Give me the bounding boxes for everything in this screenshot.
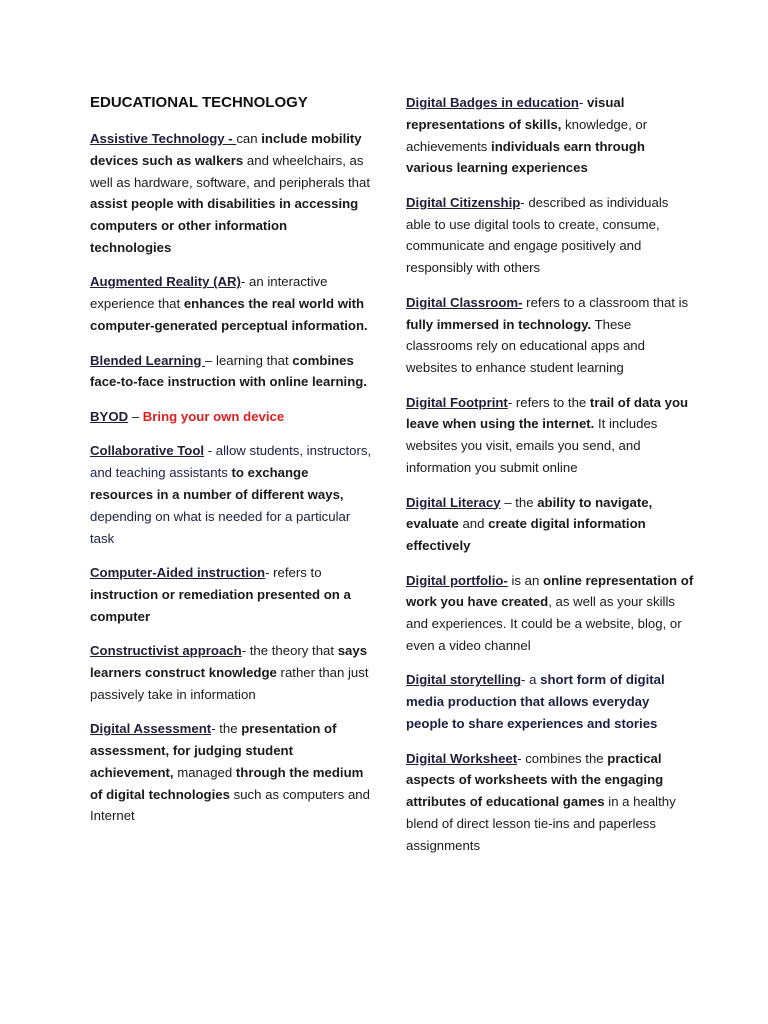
right-entries	[406, 92, 694, 857]
entry-digital-citizenship	[406, 192, 694, 279]
entry-text: says learners construct knowledge	[90, 643, 368, 680]
entry-text: Bring your own device	[142, 408, 285, 424]
entry-term: Digital Literacy	[406, 494, 501, 510]
entry-text: practical aspects of worksheets with the engaging attributes of educational games	[406, 750, 664, 810]
entry-term: Assistive Technology -	[90, 131, 237, 146]
entry-term: Augmented Reality (AR)	[90, 274, 241, 290]
entry-text: combines face-to-face instruction with online learning.	[90, 352, 367, 390]
entry-text: - allow students, instructors, and teaching assistants	[90, 443, 372, 481]
entry-text: refers to a classroom that is	[522, 294, 689, 310]
entry-text: These classrooms rely on educational apps and websites to enhance student learning	[406, 316, 645, 376]
entry-term: Digital Badges in education	[406, 95, 579, 110]
entry-text: through the medium of digital technologies	[90, 764, 364, 802]
entry-digital-literacy	[406, 492, 694, 557]
entry-term: Digital Citizenship	[406, 194, 521, 210]
entry-digital-footprint	[406, 392, 694, 479]
entry-term: BYOD	[90, 408, 129, 424]
entry-text: to exchange resources in a number of different ways,	[90, 465, 344, 502]
entry-collaborative-tool	[90, 440, 372, 549]
entry-text: instruction or remediation presented on a computer	[90, 586, 351, 624]
entry-byod	[90, 406, 372, 428]
entry-digital-worksheet	[406, 748, 694, 857]
entry-computer-aided-instruction	[90, 562, 372, 627]
entry-text: – the	[500, 494, 538, 510]
entry-blended-learning	[90, 350, 372, 394]
entry-digital-classroom	[406, 292, 694, 379]
entry-text: trail of data you leave when using the internet.	[406, 394, 689, 432]
entry-text: -	[578, 95, 587, 110]
entry-text: - an interactive experience that	[90, 274, 328, 312]
entry-constructivist-approach	[90, 640, 372, 705]
entry-text: - the	[211, 721, 242, 737]
entry-text: assist people with disabilities in accessing computers or other information technologies	[90, 196, 359, 255]
entry-augmented-reality	[90, 271, 372, 336]
entry-term: Constructivist approach	[90, 643, 242, 659]
entry-text: enhances the real world with computer-generated perceptual information.	[90, 296, 368, 334]
entry-term: Collaborative Tool	[90, 443, 205, 459]
entry-term: Digital Classroom-	[406, 294, 523, 310]
entry-text: such as computers and Internet	[90, 786, 370, 824]
left-column	[90, 92, 372, 840]
entry-text: include mobility devices such as walkers	[90, 131, 362, 168]
entry-text: and wheelchairs, as well as hardware, software, and peripherals that	[90, 152, 371, 190]
entry-text: fully immersed in technology.	[406, 316, 592, 332]
entry-text: It includes websites you visit, emails you send, and information you submit online	[406, 416, 658, 476]
entry-text: individuals earn through various learning experiences	[406, 138, 645, 176]
left-entries	[90, 128, 372, 827]
entry-text: managed	[173, 764, 236, 780]
entry-text: – learning that	[205, 352, 293, 368]
entry-text: - described as individuals able to use digital tools to create, consume, communicate and engage positively and responsibly with others	[406, 194, 669, 276]
entry-text: create digital information effectively	[406, 516, 646, 554]
entry-text: - refers to	[265, 564, 322, 580]
entry-text: presentation of assessment, for judging student achievement,	[90, 721, 337, 780]
entry-term: Digital portfolio-	[406, 572, 508, 588]
entry-text: short form of digital media production that allows everyday people to share experiences and stories	[406, 672, 665, 732]
entry-text: can	[236, 131, 262, 146]
entry-text: is an	[507, 572, 544, 588]
entry-assistive-technology	[90, 128, 372, 259]
right-column	[406, 92, 694, 869]
entry-text: - the theory that	[241, 643, 338, 659]
entry-text: and	[458, 516, 489, 532]
entry-digital-portfolio	[406, 570, 694, 657]
entry-term: Digital Footprint	[406, 394, 508, 410]
entry-term: Blended Learning	[90, 352, 206, 368]
entry-text: - combines the	[517, 750, 608, 766]
entry-digital-badges	[406, 92, 694, 179]
entry-text: - refers to the	[507, 394, 590, 410]
entry-text: visual representations of skills,	[406, 95, 625, 132]
entry-digital-storytelling	[406, 669, 694, 734]
entry-text: online representation of work you have created	[406, 572, 694, 610]
entry-text: , as well as your skills and experiences. It could be a website, blog, or even a video channel	[406, 594, 682, 653]
entry-term: Digital Assessment	[90, 721, 212, 737]
entry-term: Digital storytelling	[406, 672, 522, 688]
entry-text: –	[128, 408, 143, 424]
entry-text: - a	[521, 672, 541, 688]
entry-text: ability to navigate, evaluate	[406, 494, 653, 532]
entry-term: Digital Worksheet	[406, 750, 518, 766]
entry-text: knowledge, or achievements	[406, 116, 648, 154]
entry-digital-assessment	[90, 718, 372, 827]
document-title: EDUCATIONAL TECHNOLOGY	[90, 94, 308, 111]
entry-term: Computer-Aided instruction	[90, 564, 266, 580]
entry-text: depending on what is needed for a particular task	[90, 508, 351, 546]
entry-text: in a healthy blend of direct lesson tie-ins and paperless assignments	[406, 794, 676, 853]
entry-text: rather than just passively take in information	[90, 664, 369, 702]
